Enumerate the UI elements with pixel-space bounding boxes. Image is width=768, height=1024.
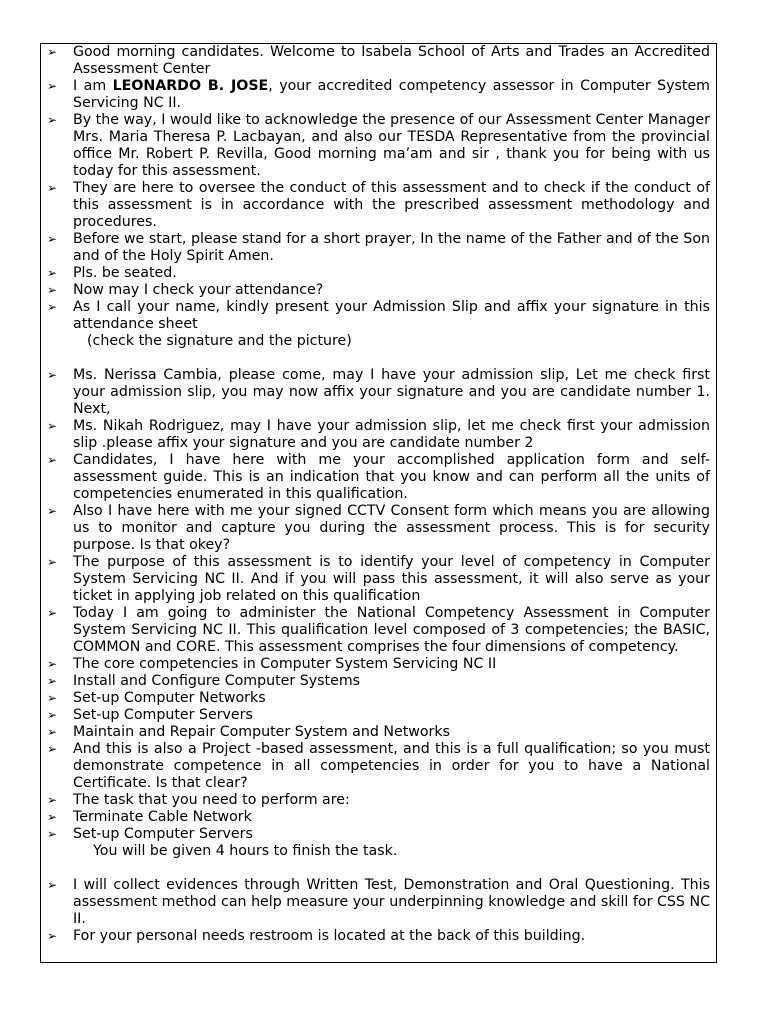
list-item: ➢ They are here to oversee the conduct of this assessment and to check if the conduct of this assessment is in accordance with the prescribed assessment methodology and procedures. [47,180,710,230]
assessor-name: LEONARDO B. JOSE [112,78,269,94]
list-item: ➢ Set-up Computer Servers [47,707,253,723]
arrow-bullet-icon: ➢ [47,266,58,280]
arrow-bullet-icon: ➢ [47,691,58,705]
spacer [41,860,710,877]
list-item: ➢ Also I have here with me your signed CCTV Consent form which means you are allowing us to monitor and capture you during the assessment process. This is for security purpose. Is that okey? [47,503,710,553]
arrow-bullet-icon: ➢ [47,181,58,195]
list-item: ➢ Terminate Cable Network [47,809,252,825]
list-item: ➢ And this is also a Project -based assessment, and this is a full qualification; so you must demonstrate competence in all competencies in order for you to have a National Certificate. Is that clear? [47,741,710,791]
list-item: ➢ Now may I check your attendance? [47,282,324,298]
list-item: ➢ As I call your name, kindly present your Admission Slip and affix your signature in this attendance sheet [47,299,710,332]
arrow-bullet-icon: ➢ [47,113,58,127]
list-item: ➢ The task that you need to perform are: [47,792,350,808]
list-item: ➢ By the way, I would like to acknowledge the presence of our Assessment Center Manager Mrs. Maria Theresa P. Lacbayan, and also our TESDA Representative from the provincial office Mr. Robert P. Revilla, Good morning ma’am and sir , thank you for being with us today for this assessment. [47,112,710,179]
signature-check-note: (check the signature and the picture) [87,333,352,349]
list-item: ➢ Candidates, I have here with me your accomplished application form and self-assessment guide. This is an indication that you know and can perform all the units of competencies enumerated in this qualification. [47,452,710,502]
list-item: ➢ Pls. be seated. [47,265,177,281]
list-item: ➢ Good morning candidates. Welcome to Isabela School of Arts and Trades an Accredited Assessment Center [47,44,710,77]
list-item: ➢ Ms. Nerissa Cambia, please come, may I have your admission slip, Let me check first your admission slip, you may now affix your signature and you are candidate number 1. Next, [47,367,710,417]
arrow-bullet-icon: ➢ [47,929,58,943]
list-item: ➢ I will collect evidences through Written Test, Demonstration and Oral Questioning. This assessment method can help measure your underpinning knowledge and skill for CSS NC II. [47,877,710,927]
list-item: ➢ For your personal needs restroom is located at the back of this building. [47,928,586,944]
arrow-bullet-icon: ➢ [47,419,58,433]
spacer [41,350,710,367]
arrow-bullet-icon: ➢ [47,79,58,93]
list-item: ➢ I am LEONARDO B. JOSE, your accredited competency assessor in Computer System Servicing NC II. [47,78,711,111]
list-item: ➢ Today I am going to administer the National Competency Assessment in Computer System Servicing NC II. This qualification level composed of 3 competencies; the BASIC, COMMON and CORE. This assessment comprises the four dimensions of competency. [47,605,710,655]
arrow-bullet-icon: ➢ [47,283,58,297]
list-item: ➢ Install and Configure Computer Systems [47,673,361,689]
list-item: ➢ Ms. Nikah Rodriguez, may I have your admission slip, let me check first your admission slip .please affix your signature and you are candidate number 2 [47,418,710,451]
script-document [40,43,717,963]
arrow-bullet-icon: ➢ [47,45,58,59]
arrow-bullet-icon: ➢ [47,555,58,569]
arrow-bullet-icon: ➢ [47,725,58,739]
arrow-bullet-icon: ➢ [47,657,58,671]
list-item: ➢ The core competencies in Computer System Servicing NC II [47,656,497,672]
arrow-bullet-icon: ➢ [47,368,58,382]
arrow-bullet-icon: ➢ [47,674,58,688]
arrow-bullet-icon: ➢ [47,504,58,518]
time-limit-note: You will be given 4 hours to finish the task. [93,843,398,859]
list-item: ➢ The purpose of this assessment is to identify your level of competency in Computer System Servicing NC II. And if you will pass this assessment, it will also serve as your ticket in applying job related on this qualification [47,554,710,604]
arrow-bullet-icon: ➢ [47,606,58,620]
list-item: ➢ Set-up Computer Networks [47,690,266,706]
arrow-bullet-icon: ➢ [47,708,58,722]
arrow-bullet-icon: ➢ [47,232,58,246]
list-item: ➢ Maintain and Repair Computer System and Networks [47,724,450,740]
list-item: ➢ Before we start, please stand for a short prayer, In the name of the Father and of the Son and of the Holy Spirit Amen. [47,231,710,264]
list-item: ➢ Set-up Computer Servers [47,826,253,842]
arrow-bullet-icon: ➢ [47,453,58,467]
arrow-bullet-icon: ➢ [47,878,58,892]
arrow-bullet-icon: ➢ [47,810,58,824]
arrow-bullet-icon: ➢ [47,742,58,756]
arrow-bullet-icon: ➢ [47,300,58,314]
arrow-bullet-icon: ➢ [47,793,58,807]
arrow-bullet-icon: ➢ [47,827,58,841]
